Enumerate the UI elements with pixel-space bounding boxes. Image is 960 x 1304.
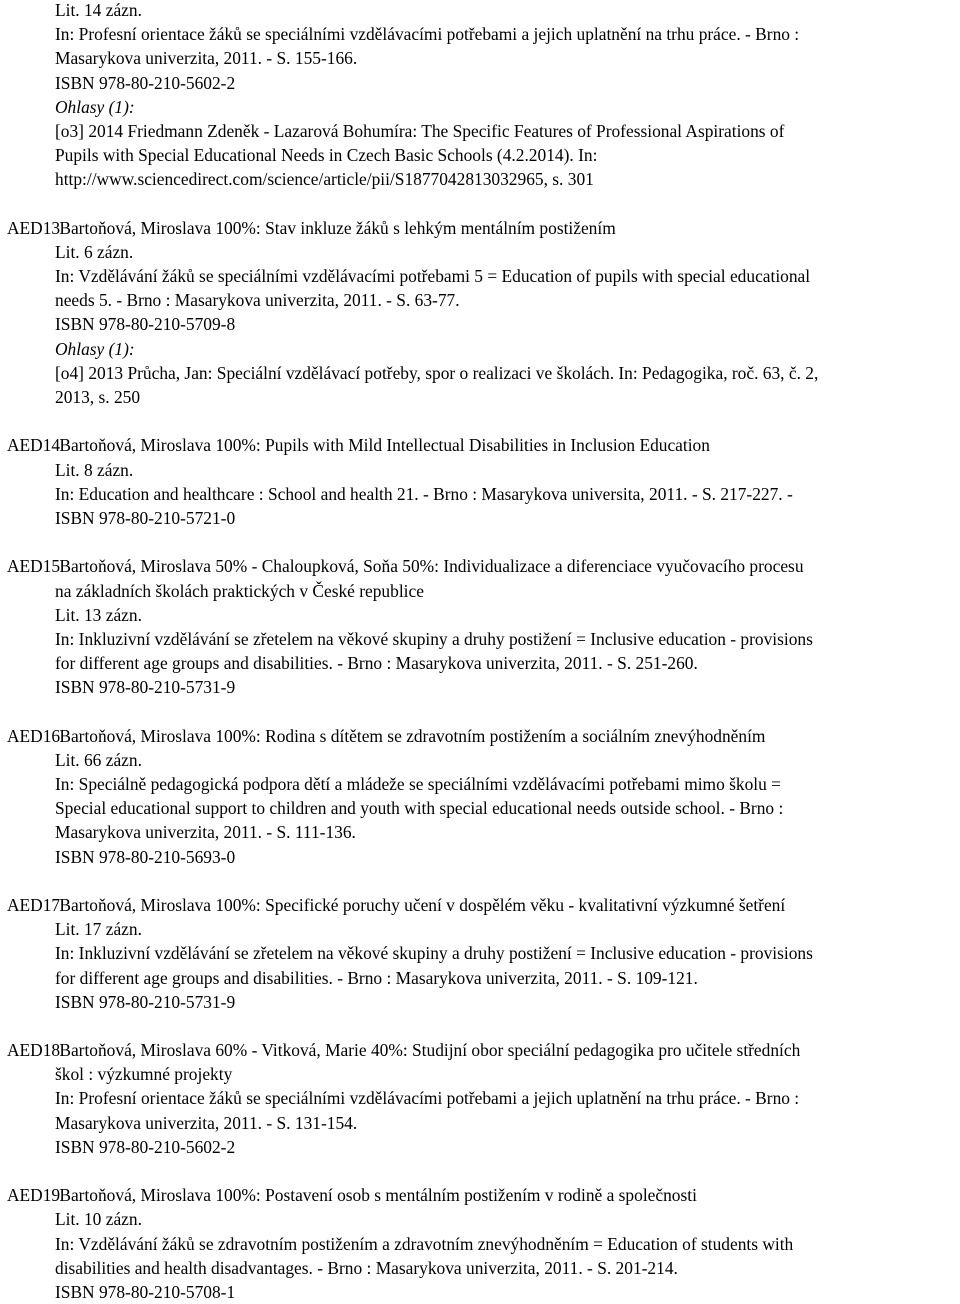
record-title	[0, 1038, 960, 1062]
record-aed16	[0, 724, 960, 869]
record-gap	[0, 530, 960, 554]
record-title-text: na základních školách praktických v České republice	[0, 579, 960, 603]
record-isbn: ISBN 978-80-210-5693-0	[0, 845, 960, 869]
record-source: for different age groups and disabilities. - Brno : Masarykova univerzita, 2011. - S. 109-121.	[0, 966, 960, 990]
record-lit-count: Lit. 14 zázn.	[0, 0, 960, 22]
citation-line	[0, 167, 960, 191]
record-isbn: ISBN 978-80-210-5708-1	[0, 1280, 960, 1304]
record-gap	[0, 699, 960, 723]
record-title-text: Bartoňová, Miroslava 60% - Vitková, Marie 40%: Studijní obor speciální pedagogika pro učitele středních	[55, 1040, 800, 1060]
record-isbn: ISBN 978-80-210-5731-9	[0, 990, 960, 1014]
record-source: Masarykova univerzita, 2011. - S. 155-166.	[0, 46, 960, 70]
record-source: needs 5. - Brno : Masarykova univerzita, 2011. - S. 63-77.	[0, 288, 960, 312]
citation-line: [o4] 2013 Průcha, Jan: Speciální vzdělávací potřeby, spor o realizaci ve školách. In: Pedagogika, roč. 63, č. 2,	[0, 361, 960, 385]
citation-line: 2013, s. 250	[0, 385, 960, 409]
record-title-text: Bartoňová, Miroslava 100%: Pupils with Mild Intellectual Disabilities in Inclusion Education	[55, 435, 710, 455]
citations-heading: Ohlasy (1):	[0, 95, 960, 119]
record-title	[0, 433, 960, 457]
record-aed14	[0, 433, 960, 530]
record-code: AED19	[7, 1183, 55, 1207]
record-gap	[0, 409, 960, 433]
record-isbn: ISBN 978-80-210-5709-8	[0, 312, 960, 336]
record-code: AED18	[7, 1038, 55, 1062]
record-aed18	[0, 1038, 960, 1159]
record-source: for different age groups and disabilities. - Brno : Masarykova univerzita, 2011. - S. 251-260.	[0, 651, 960, 675]
record-title-text: Bartoňová, Miroslava 100%: Stav inkluze žáků s lehkým mentálním postižením	[55, 218, 616, 238]
record-code: AED13	[7, 216, 55, 240]
record-source: disabilities and health disadvantages. - Brno : Masarykova univerzita, 2011. - S. 201-214.	[0, 1256, 960, 1280]
record-gap	[0, 192, 960, 216]
records-container	[0, 192, 960, 1304]
record-source: Special educational support to children and youth with special educational needs outside school. - Brno :	[0, 796, 960, 820]
record-source: In: Inkluzivní vzdělávání se zřetelem na věkové skupiny a druhy postižení = Inclusive education - provisions	[0, 941, 960, 965]
record-aed17	[0, 893, 960, 1014]
record-title	[0, 554, 960, 578]
citation-link[interactable]: http://www.sciencedirect.com/science/article/pii/S187704281303​2965, s. 301	[55, 169, 594, 189]
record-lit-count: Lit. 13 zázn.	[0, 603, 960, 627]
record-source: In: Inkluzivní vzdělávání se zřetelem na věkové skupiny a druhy postižení = Inclusive education - provisions	[0, 627, 960, 651]
record-isbn: ISBN 978-80-210-5731-9	[0, 675, 960, 699]
record-isbn: ISBN 978-80-210-5602-2	[0, 1135, 960, 1159]
record-title-text: škol : výzkumné projekty	[0, 1062, 960, 1086]
record-lit-count: Lit. 66 zázn.	[0, 748, 960, 772]
record-source: In: Profesní orientace žáků se speciálními vzdělávacími potřebami a jejich uplatnění na trhu práce. - Brno :	[0, 22, 960, 46]
record-aed19	[0, 1183, 960, 1304]
record-title-text: Bartoňová, Miroslava 100%: Rodina s dítětem se zdravotním postižením a sociálním znevýhodněním	[55, 726, 765, 746]
record-source: In: Vzdělávání žáků se zdravotním postižením a zdravotním znevýhodněním = Education of students with	[0, 1232, 960, 1256]
record-title-text: Bartoňová, Miroslava 100%: Specifické poruchy učení v dospělém věku - kvalitativní výzkumné šetření	[55, 895, 785, 915]
citation-line: [o3] 2014 Friedmann Zdeněk - Lazarová Bohumíra: The Specific Features of Professional Aspirations of	[0, 119, 960, 143]
record-lit-count: Lit. 10 zázn.	[0, 1207, 960, 1231]
record-title	[0, 724, 960, 748]
record-lit-count: Lit. 17 zázn.	[0, 917, 960, 941]
record-aed13	[0, 216, 960, 410]
record-lit-count: Lit. 6 zázn.	[0, 240, 960, 264]
record-title-text: Bartoňová, Miroslava 100%: Postavení osob s mentálním postižením v rodině a společnosti	[55, 1185, 697, 1205]
record-gap	[0, 1014, 960, 1038]
record-source: Masarykova univerzita, 2011. - S. 111-136.	[0, 820, 960, 844]
record-code: AED17	[7, 893, 55, 917]
record-title	[0, 893, 960, 917]
record-continuation	[0, 0, 960, 192]
record-code: AED16	[7, 724, 55, 748]
citations-heading: Ohlasy (1):	[0, 337, 960, 361]
record-lit-count: Lit. 8 zázn.	[0, 458, 960, 482]
record-gap	[0, 1159, 960, 1183]
record-code: AED14	[7, 433, 55, 457]
record-title	[0, 216, 960, 240]
record-aed15	[0, 554, 960, 699]
record-source: Masarykova univerzita, 2011. - S. 131-154.	[0, 1111, 960, 1135]
record-source: In: Vzdělávání žáků se speciálními vzdělávacími potřebami 5 = Education of pupils with special educational	[0, 264, 960, 288]
record-title	[0, 1183, 960, 1207]
citation-line: Pupils with Special Educational Needs in Czech Basic Schools (4.2.2014). In:	[0, 143, 960, 167]
record-title-text: Bartoňová, Miroslava 50% - Chaloupková, Soňa 50%: Individualizace a diferenciace vyučovacího procesu	[55, 556, 804, 576]
record-source: ISBN 978-80-210-5721-0	[0, 506, 960, 530]
record-gap	[0, 869, 960, 893]
record-source: In: Profesní orientace žáků se speciálními vzdělávacími potřebami a jejich uplatnění na trhu práce. - Brno :	[0, 1086, 960, 1110]
record-source: In: Speciálně pedagogická podpora dětí a mládeže se speciálními vzdělávacími potřebami mimo školu =	[0, 772, 960, 796]
record-isbn: ISBN 978-80-210-5602-2	[0, 71, 960, 95]
record-code: AED15	[7, 554, 55, 578]
record-source: In: Education and healthcare : School and health 21. - Brno : Masarykova universita, 2011. - S. 217-227. -	[0, 482, 960, 506]
